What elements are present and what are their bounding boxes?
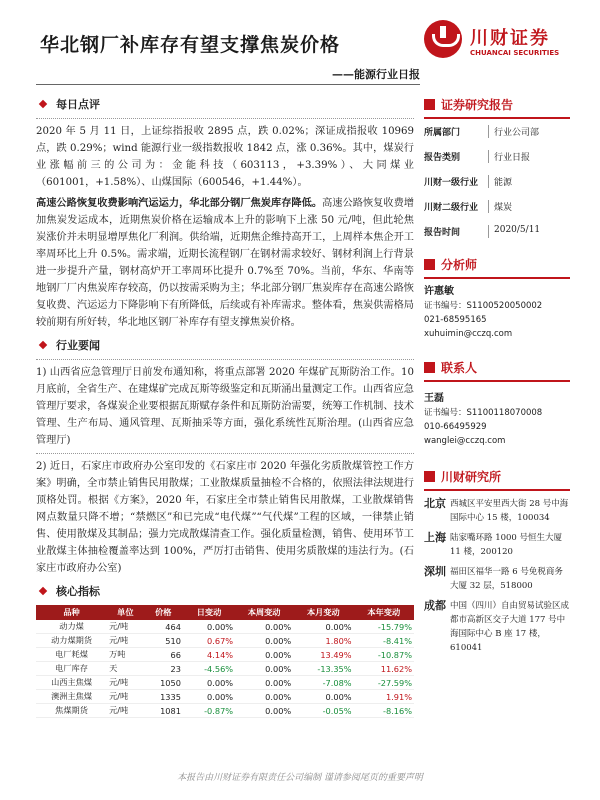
table-cell: 0.00%	[235, 676, 293, 690]
table-cell: -7.08%	[293, 676, 353, 690]
sidebar-title: 联系人	[441, 361, 478, 375]
office-shenzhen	[424, 565, 570, 593]
section-title: 行业要闻	[56, 339, 100, 352]
table-cell: 23	[144, 662, 183, 676]
table-cell: 天	[107, 662, 144, 676]
analyst-card	[424, 285, 570, 341]
sidebar-divider	[424, 277, 570, 279]
info-value: 煤炭	[488, 200, 512, 213]
paragraph-lead: 高速公路恢复收费影响汽运运力，华北部分钢厂焦炭库存降低。	[36, 197, 323, 209]
info-industry-2	[424, 200, 570, 213]
analyst-name: 许惠敏	[424, 286, 454, 297]
contact-card	[424, 392, 570, 448]
table-cell: 1335	[144, 690, 183, 704]
column-header: 本周变动	[235, 605, 293, 620]
table-cell: 4.14%	[183, 648, 235, 662]
info-label: 报告时间	[424, 228, 461, 238]
table-cell: 山西主焦煤	[36, 676, 107, 690]
report-info-heading	[424, 96, 570, 113]
paragraph-body: 高速公路恢复收费增加焦炭发运成本，近期焦炭价格在运输成本上升的影响下上涨 50 元/吨，但此轮焦炭涨价并未明显增厚焦化厂利润。供给端，近期焦企维持高开工，上周样本焦企开工率周环比上升 0.5%。需求端，近期长流程钢厂在钢材需求较好、钢材利润上行背景进一步提升产量，钢材高炉开工率周环比提升 0.7%至 70%。当前，华东、华南等地钢厂厂内焦炭库存较高，仍以按需采购为主；华北部分钢厂焦炭库存在高速公路恢复收费、汽运运力下降影响下有所降低，后续或有补库需求。整体看，焦炭供需格局较前期有所好转，华北地区钢厂补库存有望支撑焦炭价格。	[36, 198, 415, 328]
table-cell: 0.00%	[235, 704, 293, 718]
table-cell: 1.80%	[293, 634, 353, 648]
news-item-2: 2) 近日，石家庄市政府办公室印发的《石家庄市 2020 年强化劣质散煤管控工作方案》明确，全市禁止销售民用散煤；工业散煤质量抽检不合格的，依照法律法规进行顶格处罚。根据《方案》，2020 年，石家庄全市禁止销售民用散煤，工业散煤销售网点数量只降不增；“禁燃区”和已完成“电代煤”“气代煤”工程的区域，一律禁止销售、使用散煤及其制品；强力完成散煤清查工作。强化质量检测，销售、使用环节工业散煤主体抽检覆盖率达到 100%，严厉打击销售、使用劣质散煤的违法行为。(石家庄市政府办公室)	[36, 461, 414, 574]
table-cell: -0.87%	[183, 704, 235, 718]
table-cell: 11.62%	[354, 662, 414, 676]
logo-text-cn: 川财证券	[470, 28, 550, 49]
sidebar-divider	[424, 117, 570, 119]
info-value: 能源	[488, 175, 512, 188]
office-shanghai	[424, 531, 570, 559]
table-cell: 动力煤	[36, 620, 107, 634]
sidebar-title: 证券研究报告	[441, 98, 514, 112]
table-row	[36, 648, 414, 662]
section-core-indicators-heading	[36, 583, 414, 599]
table-row	[36, 676, 414, 690]
divider	[36, 359, 414, 360]
sidebar-divider	[424, 489, 570, 491]
office-city: 上海	[424, 531, 446, 544]
table-header-row	[36, 605, 414, 620]
company-logo	[424, 18, 574, 70]
table-cell: 0.00%	[183, 676, 235, 690]
table-cell: 元/吨	[107, 634, 144, 648]
table-cell: 0.00%	[183, 690, 235, 704]
diamond-bullet-icon	[39, 341, 47, 349]
news-item-1: 1) 山西省应急管理厅日前发布通知称，将重点部署 2020 年煤矿瓦斯防治工作。10 月底前，全省生产、在建煤矿完成瓦斯等级鉴定和瓦斯涌出量测定工作。山西省应急管理厅要求，各煤炭企业要根据瓦斯赋存条件和瓦斯防治需要，统筹工作机制、技术管理、生产布局、通风管理、瓦斯抽采等方面，强化系统性瓦斯治理。(山西省应急管理厅)	[36, 367, 414, 446]
logo-text-en: CHUANCAI SECURITIES	[470, 49, 560, 57]
main-column	[36, 96, 414, 718]
section-daily-review-heading	[36, 96, 414, 112]
table-row	[36, 620, 414, 634]
table-row	[36, 634, 414, 648]
info-label: 川财一级行业	[424, 178, 479, 188]
table-cell: 13.49%	[293, 648, 353, 662]
contact-phone: 010-66495929	[424, 422, 487, 432]
header-divider	[36, 84, 420, 85]
info-label: 报告类别	[424, 153, 461, 163]
table-cell: -4.56%	[183, 662, 235, 676]
analyst-heading	[424, 256, 570, 273]
table-cell: 1.91%	[354, 690, 414, 704]
table-cell: 澳洲主焦煤	[36, 690, 107, 704]
divider	[36, 118, 414, 119]
office-address: 中国（四川）自由贸易试验区成都市高新区交子大道 177 号中海国际中心 B 座 17 楼，610041	[450, 601, 570, 653]
building-icon	[424, 471, 435, 482]
table-row	[36, 662, 414, 676]
sidebar-title: 分析师	[441, 258, 478, 272]
logo-mark-icon	[424, 20, 462, 58]
office-city: 北京	[424, 497, 446, 510]
daily-review-paragraph-2	[36, 195, 414, 331]
info-value: 2020/5/11	[488, 225, 540, 238]
table-row	[36, 690, 414, 704]
info-value: 行业公司部	[488, 125, 539, 138]
column-header: 品种	[36, 605, 107, 620]
table-cell: 0.00%	[235, 662, 293, 676]
column-header: 本年变动	[354, 605, 414, 620]
info-label: 川财二级行业	[424, 203, 479, 213]
office-city: 成都	[424, 599, 446, 612]
table-cell: 0.00%	[235, 634, 293, 648]
table-cell: 元/吨	[107, 620, 144, 634]
table-cell: -10.87%	[354, 648, 414, 662]
table-cell: -15.79%	[354, 620, 414, 634]
document-icon	[424, 99, 435, 110]
table-cell: 0.67%	[183, 634, 235, 648]
section-industry-news-heading	[36, 337, 414, 353]
contact-email[interactable]: wanglei@cczq.com	[424, 436, 506, 446]
info-date	[424, 225, 570, 238]
daily-review-paragraph-1: 2020 年 5 月 11 日，上证综指报收 2895 点，跌 0.02%；深证成指报收 10969 点，跌 0.29%；wind 能源行业一级指数报收 1842 点，涨 0.36%。其中，煤炭行业涨幅前三的公司为：金能科技（603113，+3.39%）、大同煤业（601001，+1.58%）、山煤国际（600546，+1.44%）。	[36, 126, 414, 188]
table-cell: 0.00%	[235, 690, 293, 704]
office-city: 深圳	[424, 565, 446, 578]
table-cell: 0.00%	[183, 620, 235, 634]
analyst-phone: 021-68595165	[424, 315, 487, 325]
table-cell: 元/吨	[107, 704, 144, 718]
company-heading	[424, 468, 570, 485]
table-cell: -8.41%	[354, 634, 414, 648]
report-subtitle: ——能源行业日报	[332, 68, 420, 81]
column-header: 价格	[144, 605, 183, 620]
section-title: 核心指标	[56, 585, 100, 598]
diamond-bullet-icon	[39, 100, 47, 108]
info-industry-1	[424, 175, 570, 188]
info-category	[424, 150, 570, 163]
table-cell: 元/吨	[107, 690, 144, 704]
table-row	[36, 704, 414, 718]
report-title: 华北钢厂补库存有望支撑焦炭价格	[40, 34, 341, 56]
table-cell: -0.05%	[293, 704, 353, 718]
contact-name: 王磊	[424, 393, 444, 404]
indicators-table	[36, 605, 414, 718]
office-address: 陆家嘴环路 1000 号恒生大厦 11 楼，200120	[450, 533, 563, 557]
divider	[36, 453, 414, 454]
table-cell: 0.00%	[235, 620, 293, 634]
table-cell: 510	[144, 634, 183, 648]
person-icon	[424, 362, 435, 373]
table-body	[36, 620, 414, 718]
analyst-email[interactable]: xuhuimin@cczq.com	[424, 329, 513, 339]
sidebar-divider	[424, 380, 570, 382]
table-cell: -13.35%	[293, 662, 353, 676]
sidebar	[424, 96, 570, 661]
section-title: 每日点评	[56, 98, 100, 111]
office-beijing	[424, 497, 570, 525]
table-cell: 66	[144, 648, 183, 662]
table-cell: 动力煤期货	[36, 634, 107, 648]
diamond-bullet-icon	[39, 587, 47, 595]
info-label: 所属部门	[424, 128, 461, 138]
column-header: 日变动	[183, 605, 235, 620]
table-cell: -27.59%	[354, 676, 414, 690]
sidebar-title: 川财研究所	[441, 470, 502, 484]
contact-heading	[424, 359, 570, 376]
table-cell: 1081	[144, 704, 183, 718]
table-cell: 0.00%	[235, 648, 293, 662]
page-footer: 本报告由川财证券有限责任公司编制 谨请参阅尾页的重要声明	[177, 773, 423, 783]
analyst-cert: 证书编号：S1100520050002	[424, 301, 543, 311]
table-cell: 0.00%	[293, 690, 353, 704]
table-cell: 电厂耗煤	[36, 648, 107, 662]
info-department	[424, 125, 570, 138]
table-cell: 1050	[144, 676, 183, 690]
office-address: 福田区福华一路 6 号免税商务大厦 32 层，518000	[450, 567, 563, 591]
office-address: 西城区平安里西大街 28 号中海国际中心 15 楼，100034	[450, 499, 569, 523]
column-header: 单位	[107, 605, 144, 620]
contact-cert: 证书编号：S1100118070008	[424, 408, 543, 418]
table-cell: 元/吨	[107, 676, 144, 690]
table-cell: 焦煤期货	[36, 704, 107, 718]
table-cell: -8.16%	[354, 704, 414, 718]
person-icon	[424, 259, 435, 270]
info-value: 行业日报	[488, 150, 530, 163]
table-cell: 电厂库存	[36, 662, 107, 676]
table-cell: 万吨	[107, 648, 144, 662]
column-header: 本月变动	[293, 605, 353, 620]
table-cell: 464	[144, 620, 183, 634]
office-chengdu	[424, 599, 570, 655]
table-cell: 0.00%	[293, 620, 353, 634]
